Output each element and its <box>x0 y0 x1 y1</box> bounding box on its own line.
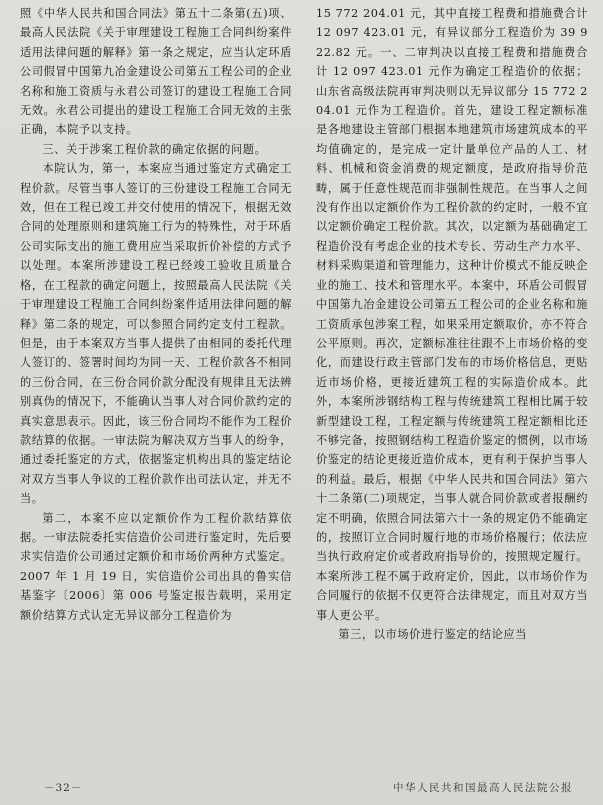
page-footer <box>0 778 603 798</box>
left-paragraph-2-section-heading: 三、关于涉案工程价款的确定依据的问题。 <box>42 142 267 156</box>
left-column <box>20 4 292 625</box>
left-paragraph-1: 照《中华人民共和国合同法》第五十二条第(五)项、最高人民法院《关于审理建设工程施工合同纠纷案件适用法律问题的解释》第一条之规定，应当认定环盾公司假冒中国第九冶金建设公司第五工程公司的企业名称和施工资质与永君公司签订的建设工程施工合同无效。永君公司提出的建设工程施工合同无效的主张正确，本院予以支持。 <box>20 7 292 137</box>
left-paragraph-4: 第二，本案不应以定额价作为工程价款结算依据。一审法院委托实信造价公司进行鉴定时，先后要求实信造价公司通过定额价和市场价两种方式鉴定。2007 年 1 月 19 日，实信造价公司出具的鲁实信基鉴字〔2006〕第 006 号鉴定报告载明，采用定额价结算方式认定无异议部分工程造价为 <box>20 511 292 622</box>
page-number: －32－ <box>44 782 83 794</box>
right-paragraph-1: 15 772 204.01 元，其中直接工程费和措施费合计 12 097 423.01 元，有异议部分工程造价为 39 922.82 元。一、二审判决以直接工程费和措施费合计 12 097 423.01 元作为确定工程造价的依据；山东省高级法院再审判决则以无异议部分 15 772 204.01 元作为工程造价。首先，建设工程定额标准是各地建设主管部门根据本地建筑市场建筑成本的平均值确定的，是完成一定计量单位产品的人工、材料、机械和资金消费的规定额度，是政府指导价范畴，属于任意性规范而非强制性规范。在当事人之间没有作出以定额价作为工程价款的约定时，一般不宜以定额价确定工程价款。其次，以定额为基础确定工程造价没有考虑企业的技术专长、劳动生产力水平、材料采购渠道和管理能力，这种计价模式不能反映企业的施工、技术和管理水平。本案中，环盾公司假冒中国第九冶金建设公司第五工程公司的企业名称和施工资质承包涉案工程，如果采用定额取价，亦不符合公平原则。再次，定额标准往往跟不上市场价格的变化，而建设行政主管部门发布的市场价格信息，更贴近市场价格，更接近建筑工程的实际造价成本。此外，本案所涉钢结构工程与传统建筑工程相比属于较新型建设工程，工程定额与传统建筑工程定额相比还不够完备，按照钢结构工程造价鉴定的惯例，以市场价鉴定的结论更接近造价成本，更有利于保护当事人的利益。最后，根据《中华人民共和国合同法》第六十二条第(二)项规定，当事人就合同价款或者报酬约定不明确，依照合同法第六十一条的规定仍不能确定的，按照订立合同时履行地的市场价格履行；依法应当执行政府定价或者政府指导价的，按照规定履行。本案所涉工程不属于政府定价，因此，以市场价作为合同履行的依据不仅更符合法律规定，而且对双方当事人更公平。 <box>316 7 588 622</box>
right-column <box>316 4 588 644</box>
left-paragraph-3: 本院认为，第一，本案应当通过鉴定方式确定工程价款。尽管当事人签订的三份建设工程施工合同无效，但在工程已竣工并交付使用的情况下，根据无效合同的处理原则和建筑施工行为的特殊性，对于环盾公司实际支出的施工费用应当采取折价补偿的方式予以处理。本案所涉建设工程已经竣工验收且质量合格，在工程款的确定问题上，按照最高人民法院《关于审理建设工程施工合同纠纷案件适用法律问题的解释》第二条的规定，可以参照合同约定支付工程款。但是，由于本案双方当事人提供了由相同的委托代理人签订的、签署时间均为同一天、工程价款各不相同的三份合同，在三份合同价款分配没有规律且无法辨别真伪的情况下，不能确认当事人对合同价款约定的真实意思表示。因此，该三份合同均不能作为工程价款结算的依据。一审法院为解决双方当事人的纷争，通过委托鉴定的方式，依据鉴定机构出具的鉴定结论对双方当事人争议的工程价款作出司法认定，并无不当。 <box>20 162 292 506</box>
journal-name: 中华人民共和国最高人民法院公报 <box>393 782 573 794</box>
right-paragraph-2: 第三，以市场价进行鉴定的结论应当 <box>338 628 527 641</box>
